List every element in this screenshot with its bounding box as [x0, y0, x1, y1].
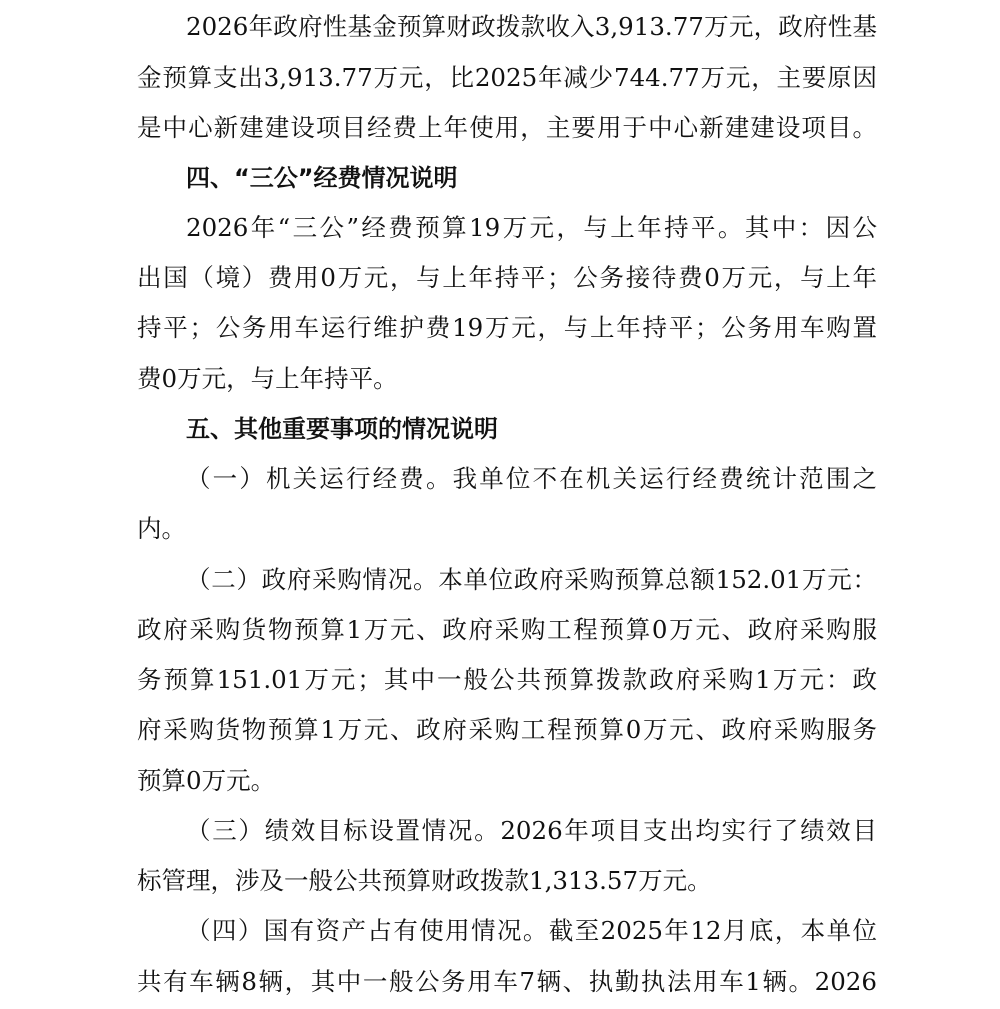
- paragraph-line: 预算0万元。: [137, 766, 276, 795]
- paragraph-line: 出国（境）费用0万元，与上年持平；公务接待费0万元，与上年: [137, 263, 877, 292]
- paragraph-line: （三）绩效目标设置情况。2026年项目支出均实行了绩效目: [186, 816, 877, 845]
- paragraph-line: 标管理，涉及一般公共预算财政拨款1,313.57万元。: [137, 866, 712, 895]
- paragraph-line: 费0万元，与上年持平。: [137, 364, 398, 393]
- paragraph-line: 2026年“三公”经费预算19万元，与上年持平。其中：因公: [186, 213, 877, 242]
- paragraph-line: 是中心新建建设项目经费上年使用，主要用于中心新建建设项目。: [137, 113, 877, 142]
- paragraph-line: 2026年政府性基金预算财政拨款收入3,913.77万元，政府性基: [186, 12, 877, 41]
- paragraph-line: 务预算151.01万元；其中一般公共预算拨款政府采购1万元：政: [137, 665, 877, 694]
- paragraph-line: （四）国有资产占有使用情况。截至2025年12月底，本单位: [186, 916, 877, 945]
- paragraph-line: 共有车辆8辆，其中一般公务用车7辆、执勤执法用车1辆。2026: [137, 967, 877, 996]
- section-heading: 五、其他重要事项的情况说明: [186, 415, 498, 443]
- paragraph-line: 金预算支出3,913.77万元，比2025年减少744.77万元，主要原因: [137, 63, 877, 92]
- paragraph-line: 政府采购货物预算1万元、政府采购工程预算0万元、政府采购服: [137, 615, 877, 644]
- paragraph-line: （一）机关运行经费。我单位不在机关运行经费统计范围之: [186, 464, 877, 493]
- section-heading: 四、“三公”经费情况说明: [186, 164, 458, 192]
- paragraph-line: （二）政府采购情况。本单位政府采购预算总额152.01万元：: [186, 565, 877, 594]
- paragraph-line: 内。: [137, 514, 186, 543]
- paragraph-line: 府采购货物预算1万元、政府采购工程预算0万元、政府采购服务: [137, 715, 877, 744]
- paragraph-line: 持平；公务用车运行维护费19万元，与上年持平；公务用车购置: [137, 313, 877, 342]
